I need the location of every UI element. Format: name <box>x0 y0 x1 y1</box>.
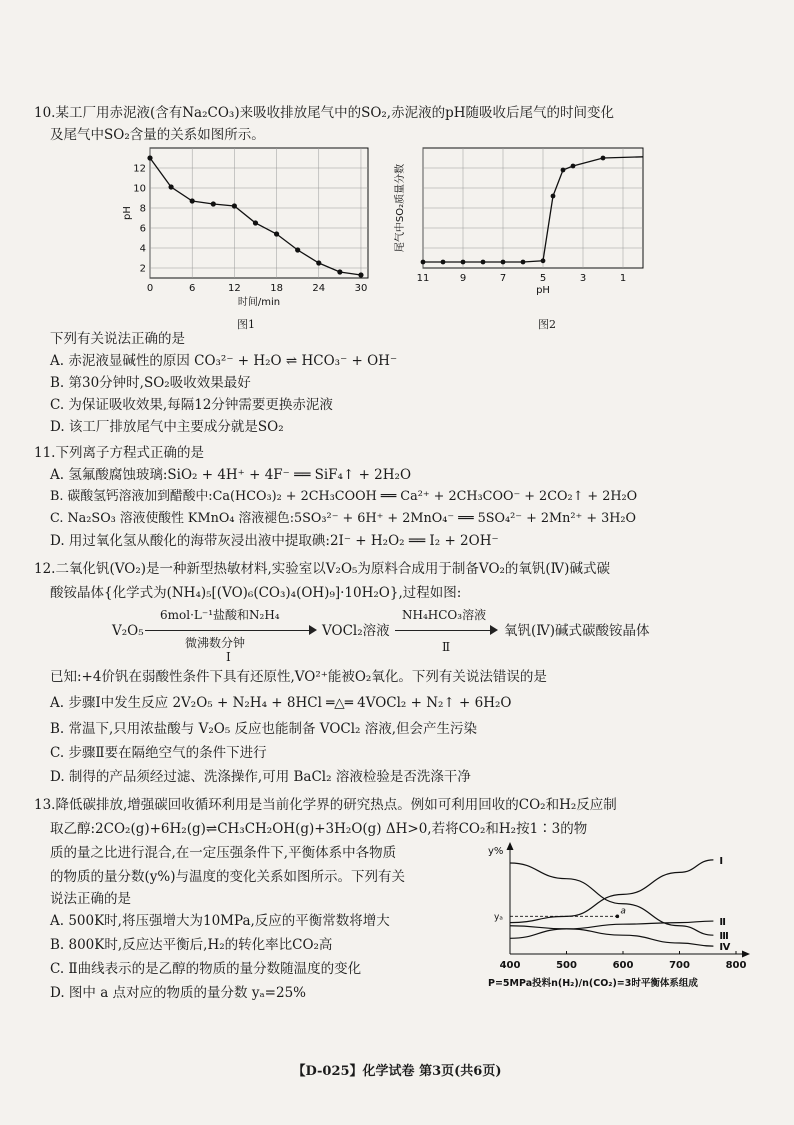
flow-arrow2 <box>395 630 495 631</box>
fig1-y-tick-label: 12 <box>133 163 146 175</box>
q11-option-c: C. Na₂SO₃ 溶液使酸性 KMnO₄ 溶液褪色:5SO₃²⁻ + 6H⁺ + 2MnO₄⁻ ══ 5SO₄²⁻ + 2Mn²⁺ + 3H₂O <box>50 511 637 526</box>
q13-stem-line5: 说法正确的是 <box>50 891 131 907</box>
q13-stem-line3: 质的量之比进行混合,在一定压强条件下,平衡体系中各物质 <box>50 845 397 861</box>
q10-prompt: 下列有关说法正确的是 <box>50 331 185 347</box>
flow-arrow1 <box>145 630 315 631</box>
q12-stem-line1: 12.二氧化钒(VO₂)是一种新型热敏材料,实验室以V₂O₅为原料合成用于制备VO₂的氧钒(Ⅳ)碱式碳 <box>34 561 610 577</box>
flow-start-reagent: V₂O₅ <box>112 623 144 639</box>
q13-option-a: A. 500K时,将压强增大为10MPa,反应的平衡常数将增大 <box>50 913 390 929</box>
fig1-ph-line <box>150 158 361 275</box>
fig2-data-point <box>421 260 426 265</box>
fig2-data-point <box>561 168 566 173</box>
q12-option-d: D. 制得的产品须经过滤、洗涤操作,可用 BaCl₂ 溶液检验是否洗涤干净 <box>50 769 471 785</box>
fig3-point-a <box>616 915 620 919</box>
fig1-data-point <box>253 220 258 225</box>
fig3-point-a-label: a <box>620 906 626 917</box>
fig3-x-tick-label: 400 <box>499 960 521 971</box>
fig2-data-point <box>501 260 506 265</box>
flow-arrow1-bottom-label: 微沸数分钟 <box>185 636 246 650</box>
fig1-data-point <box>190 198 195 203</box>
q10-figure1-caption: 图1 <box>237 318 255 331</box>
fig3-series-line <box>510 926 713 946</box>
fig1-x-tick-label: 30 <box>354 283 368 294</box>
flow-arrow1-head <box>309 625 317 635</box>
fig1-plot-frame <box>150 148 368 278</box>
fig3-x-tick-label: 600 <box>612 960 634 971</box>
q11-stem: 11.下列离子方程式正确的是 <box>34 445 204 461</box>
q10-option-b: B. 第30分钟时,SO₂吸收效果最好 <box>50 375 251 391</box>
q11-option-d: D. 用过氧化氢从酸化的海带灰浸出液中提取碘:2I⁻ + H₂O₂ ══ I₂ + 2OH⁻ <box>50 533 499 549</box>
fig1-y-tick-label: 8 <box>139 203 146 215</box>
fig1-x-tick-label: 24 <box>312 283 326 294</box>
q13-option-c: C. Ⅱ曲线表示的是乙醇的物质的量分数随温度的变化 <box>50 961 362 977</box>
fig3-x-tick-label: 800 <box>725 960 747 971</box>
flow-arrow1-top-label: 6mol·L⁻¹盐酸和N₂H₄ <box>160 608 280 622</box>
fig1-x-tick-label: 12 <box>228 283 241 294</box>
flow-intermediate: VOCl₂溶液 <box>322 623 390 639</box>
fig1-data-point <box>168 184 173 189</box>
flow-product: 氧钒(Ⅳ)碱式碳酸铵晶体 <box>504 623 650 639</box>
flow-arrow2-top-label: NH₄HCO₃溶液 <box>402 608 487 622</box>
fig2-data-point <box>461 260 466 265</box>
q12-option-a: A. 步骤Ⅰ中发生反应 2V₂O₅ + N₂H₄ + 8HCl ═△═ 4VOCl₂ + N₂↑ + 6H₂O <box>50 695 512 711</box>
fig2-data-point <box>551 194 556 199</box>
q12-stem-line2: 酸铵晶体{化学式为(NH₄)₅[(VO)₆(CO₃)₄(OH)₉]·10H₂O},过程如图: <box>50 585 462 601</box>
q10-option-a: A. 赤泥液显碱性的原因 CO₃²⁻ + H₂O ⇌ HCO₃⁻ + OH⁻ <box>50 353 398 369</box>
fig2-x-tick-label: 7 <box>499 273 507 284</box>
fig2-data-point <box>481 260 486 265</box>
fig2-x-tick-label: 1 <box>619 273 627 284</box>
q13-equilibrium-chart <box>478 842 758 1014</box>
fig2-data-point <box>601 156 606 161</box>
q11-option-a: A. 氢氟酸腐蚀玻璃:SiO₂ + 4H⁺ + 4F⁻ ══ SiF₄↑ + 2H₂O <box>50 467 412 483</box>
q10-stem-line2: 及尾气中SO₂含量的关系如图所示。 <box>50 127 265 143</box>
fig2-x-tick-label: 5 <box>539 273 547 284</box>
q12-known: 已知:+4价钒在弱酸性条件下具有还原性,VO²⁺能被O₂氧化。下列有关说法错误的是 <box>50 669 547 685</box>
q10-stem-line1: 10.某工厂用赤泥液(含有Na₂CO₃)来吸收排放尾气中的SO₂,赤泥液的pH随吸收后尾气的时间变化 <box>34 105 615 121</box>
fig2-x-tick-label: 11 <box>416 273 430 284</box>
fig3-series-line <box>510 860 713 923</box>
fig2-data-point <box>441 260 446 265</box>
fig1-y-tick-label: 4 <box>139 243 146 255</box>
page-footer: 【D-025】化学试卷 第3页(共6页) <box>292 1064 502 1079</box>
fig1-x-tick-label: 18 <box>270 283 283 294</box>
fig3-x-tick-label: 700 <box>669 960 690 971</box>
fig2-x-tick-label: 9 <box>459 273 467 284</box>
fig2-x-tick-label: 3 <box>579 273 587 284</box>
fig1-x-tick-label: 6 <box>189 283 196 294</box>
fig1-data-point <box>232 203 237 208</box>
fig3-series-label: Ⅰ <box>719 855 724 867</box>
q12-option-b: B. 常温下,只用浓盐酸与 V₂O₅ 反应也能制备 VOCl₂ 溶液,但会产生污染 <box>50 721 478 737</box>
q13-option-d: D. 图中 a 点对应的物质的量分数 yₐ=25% <box>50 985 306 1001</box>
fig1-data-point <box>358 272 363 277</box>
fig2-data-point <box>521 260 526 265</box>
fig1-data-point <box>337 269 342 274</box>
q10-figure2-chart <box>385 140 655 320</box>
fig1-data-point <box>316 260 321 265</box>
flow-step2-label: Ⅱ <box>442 640 451 654</box>
fig3-caption: P=5MPa投料n(H₂)/n(CO₂)=3时平衡体系组成 <box>488 978 698 989</box>
fig2-x-axis-label: pH <box>536 285 550 296</box>
fig1-x-tick-label: 0 <box>146 283 154 294</box>
fig2-data-point <box>571 164 576 169</box>
q10-option-d: D. 该工厂排放尾气中主要成分就是SO₂ <box>50 419 284 435</box>
fig1-data-point <box>211 201 216 206</box>
q10-option-c: C. 为保证吸收效果,每隔12分钟需要更换赤泥液 <box>50 397 333 413</box>
fig3-ya-label: yₐ <box>494 912 503 923</box>
fig3-y-axis-label: y% <box>488 846 504 857</box>
flow-step1-label: Ⅰ <box>226 650 231 664</box>
fig1-data-point <box>147 155 152 160</box>
fig2-so2-line <box>423 157 643 262</box>
q13-stem-line4: 的物质的量分数(y%)与温度的变化关系如图所示。下列有关 <box>50 869 405 885</box>
q12-option-c: C. 步骤Ⅱ要在隔绝空气的条件下进行 <box>50 745 267 761</box>
q13-stem-line2: 取乙醇:2CO₂(g)+6H₂(g)⇌CH₃CH₂OH(g)+3H₂O(g) ΔH>0,若将CO₂和H₂按1∶3的物 <box>50 821 588 837</box>
fig2-data-point <box>541 258 546 263</box>
q10-figure2-caption: 图2 <box>538 318 556 331</box>
q11-option-b: B. 碳酸氢钙溶液加到醋酸中:Ca(HCO₃)₂ + 2CH₃COOH ══ Ca²⁺ + 2CH₃COO⁻ + 2CO₂↑ + 2H₂O <box>50 489 638 504</box>
fig1-y-tick-label: 2 <box>139 263 146 275</box>
fig1-data-point <box>295 247 300 252</box>
fig3-x-axis-arrow <box>742 951 750 958</box>
flow-arrow2-head <box>490 625 498 635</box>
fig3-x-tick-label: 500 <box>556 960 577 971</box>
q13-option-b: B. 800K时,反应达平衡后,H₂的转化率比CO₂高 <box>50 937 333 953</box>
fig1-y-tick-label: 6 <box>139 223 146 235</box>
fig3-y-axis-arrow <box>507 842 514 850</box>
fig1-data-point <box>274 231 279 236</box>
fig3-series-label: Ⅱ <box>719 917 726 929</box>
q12-flow-diagram <box>0 606 794 662</box>
fig1-x-axis-label: 时间/min <box>237 297 281 308</box>
fig1-y-axis-label: pH <box>122 206 133 220</box>
q13-stem-line1: 13.降低碳排放,增强碳回收循环利用是当前化学界的研究热点。例如可利用回收的CO₂和H₂反应制 <box>34 797 617 813</box>
fig1-y-tick-label: 10 <box>133 183 146 195</box>
fig3-series-label: Ⅳ <box>719 942 731 954</box>
q10-figure1-chart <box>110 140 380 320</box>
fig3-series-label: Ⅲ <box>719 931 729 943</box>
fig3-series-line <box>510 921 713 938</box>
fig2-y-axis-label: 尾气中SO₂质量分数 <box>395 163 406 253</box>
